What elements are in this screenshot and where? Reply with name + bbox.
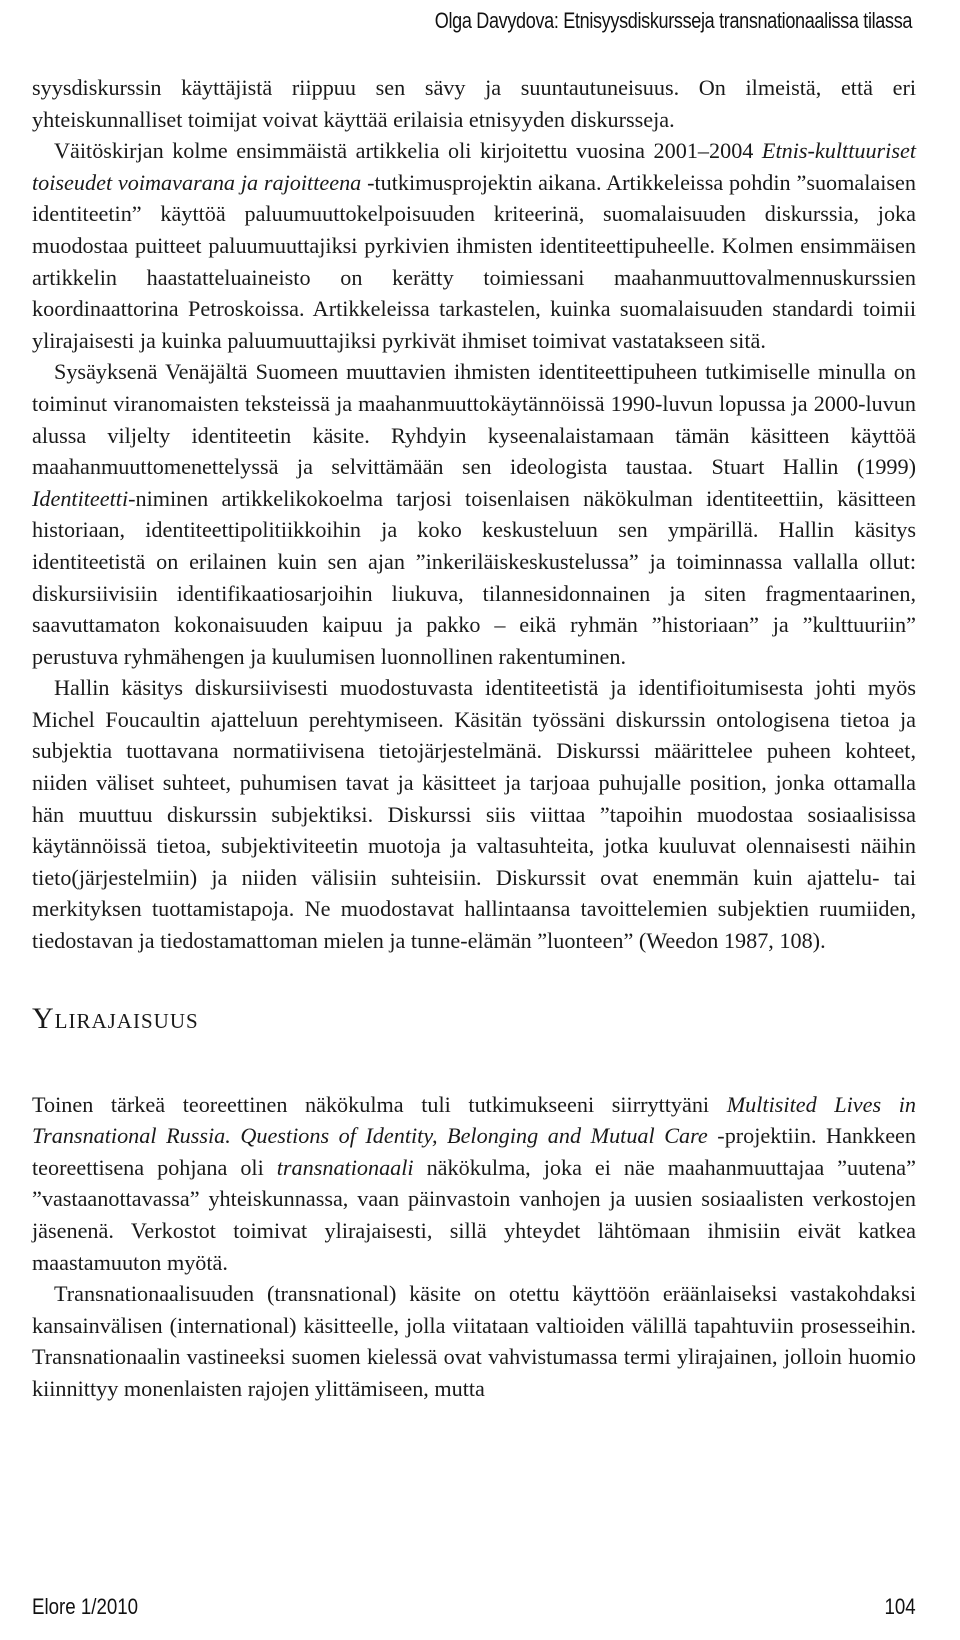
article-body [32, 72, 916, 1405]
page-footer [32, 1594, 916, 1626]
paragraph-text: näkökulma, joka ei näe maahanmuuttajaa ”uutena” ”vastaanottavassa” yhteiskunnassa, vaan päinvastoin vanhojen ja uusien sosiaalisten verkostojen jäsenenä. Verkostot toimivat ylirajaisesti, sillä yhteydet lähtömaan ihmisiin eivät katkea maastamuuton myötä. [32, 1154, 916, 1275]
paragraph-text: Väitöskirjan kolme ensimmäistä artikkelia oli kirjoitettu vuosina 2001–2004 [54, 138, 762, 164]
paragraph-text: -niminen artikkelikokoelma tarjosi toisenlaisen näkökulman identiteettiin, käsitteen historiaan, identiteettipolitiikkoihin ja koko keskusteluun sen ympärillä. Hallin käsitys identiteetistä on erilainen kuin sen ajan ”inkeriläiskeskustelussa” ja toiminnassa vallalla ollut: diskursiivisiin identifikaatiosarjoihin liukuva, tilannesidonnainen ja siten fragmentaarinen, saavuttamaton kokonaisuuden kaipuu ja pakko – eikä ryhmän ”historiaan” ja ”kulttuuriin” perustuva ryhmähengen ja kuulumisen luonnollinen rakentuminen. [32, 485, 916, 669]
term-italic: transnationaali [276, 1154, 414, 1180]
journal-issue: Elore 1/2010 [32, 1594, 139, 1619]
paragraph [32, 135, 916, 356]
page-number: 104 [884, 1594, 916, 1619]
paragraph-text: Toinen tärkeä teoreettinen näkökulma tuli tutkimukseeni siirryttyäni [32, 1091, 727, 1117]
running-head [0, 8, 912, 34]
paragraph-continuation [32, 72, 916, 135]
book-title-italic: Identiteetti [32, 485, 129, 511]
paragraph-text: Sysäyksenä Venäjältä Suomeen muuttavien ihmisten identiteettipuheen tutkimiselle minulla on toiminut viranomaisten teksteissä ja maahanmuuttokäytännöissä 1990-luvun lopussa ja 2000-luvun alussa viljelty identiteetin käsite. Ryhdyin kyseenalaistamaan tämän käsitteen käyttöä maahanmuuttomenettelyssä ja selvittämään sen ideologista taustaa. Stuart Hallin (1999) [32, 359, 916, 480]
paragraph: Transnationaalisuuden (transnational) käsite on otettu käyttöön eräänlaiseksi vastakohdaksi kansainvälisen (international) käsitteelle, jolla viitataan valtioiden välillä tapahtuviin prosesseihin. Transnationaalin vastineeksi suomen kielessä ovat vahvistumassa termi ylirajainen, jolloin huomio kiinnittyy monenlaisten rajojen ylittämiseen, mutta [32, 1281, 916, 1401]
paragraph [32, 1089, 916, 1279]
section-heading: Ylirajaisuus [32, 1001, 199, 1035]
paragraph-text: -projektiin. Hankkeen teoreettisena pohjana oli [32, 1123, 916, 1180]
paragraph-text: syysdiskurssin käyttäjistä riippuu sen sävy ja suuntautuneisuus. On ilmeistä, että eri yhteiskunnalliset toimijat voivat käyttää erilaisia etnisyyden diskursseja. [32, 75, 916, 132]
project-title-italic: Etnis-kulttuuriset toiseudet voimavarana ja rajoitteena [32, 138, 916, 195]
paragraph [32, 356, 916, 672]
running-head-text: Olga Davydova: Etnisyysdiskursseja transnationaalissa tilassa [434, 8, 912, 33]
paragraph: Hallin käsitys diskursiivisesti muodostuvasta identiteetistä ja identifioitumisesta johti myös Michel Foucaultin ajatteluun perehtymiseen. Käsitän työssäni diskurssin ontologisena tietoa ja subjektia tuottavana normatiivisena tietojärjestelmänä. Diskurssi määrittelee puheen kohteet, niiden väliset suhteet, puhumisen tavat ja käsitteet ja tarjoaa puhujalle position, jonka ottamalla hän muuttuu diskurssin subjektiksi. Diskurssi siis viittaa ”tapoihin muodostaa sosiaalisissa käytännöissä tietoa, subjektiviteetin muotoja ja valtasuhteita, jotka kuuluvat olennaisesti näihin tieto(järjestelmiin) ja niiden välisiin suhteisiin. Diskurssit ovat enemmän kuin ajattelu- tai merkityksen tuottamistapoja. Ne muodostavat hallintaansa tavoittelemien subjektien ruumiiden, tiedostavan ja tiedostamattoman mielen ja tunne-elämän ”luonteen” (Weedon 1987, 108). [32, 675, 916, 954]
paragraph-text: -tutkimusprojektin aikana. Artikkeleissa pohdin ”suomalaisen identiteetin” käyttöä paluumuuttokelpoisuuden kriteerinä, suomalaisuuden diskurssia, joka muodostaa puitteet paluumuuttajiksi pyrkivien ihmisten identiteettipuheelle. Kolmen ensimmäisen artikkelin haastatteluaineisto on kerätty toimiessani maahanmuuttovalmennuskurssien koordinaattorina Petroskoissa. Artikkeleissa tarkastelen, kuinka suomalaisuuden standardi toimii ylirajaisesti ja kuinka paluumuuttajiksi pyrkivät ihmiset toimivat vastatakseen sitä. [32, 169, 917, 353]
project-title-italic: Multisited Lives in Transnational Russia. Questions of Identity, Belonging and Mutual Care [32, 1091, 916, 1149]
